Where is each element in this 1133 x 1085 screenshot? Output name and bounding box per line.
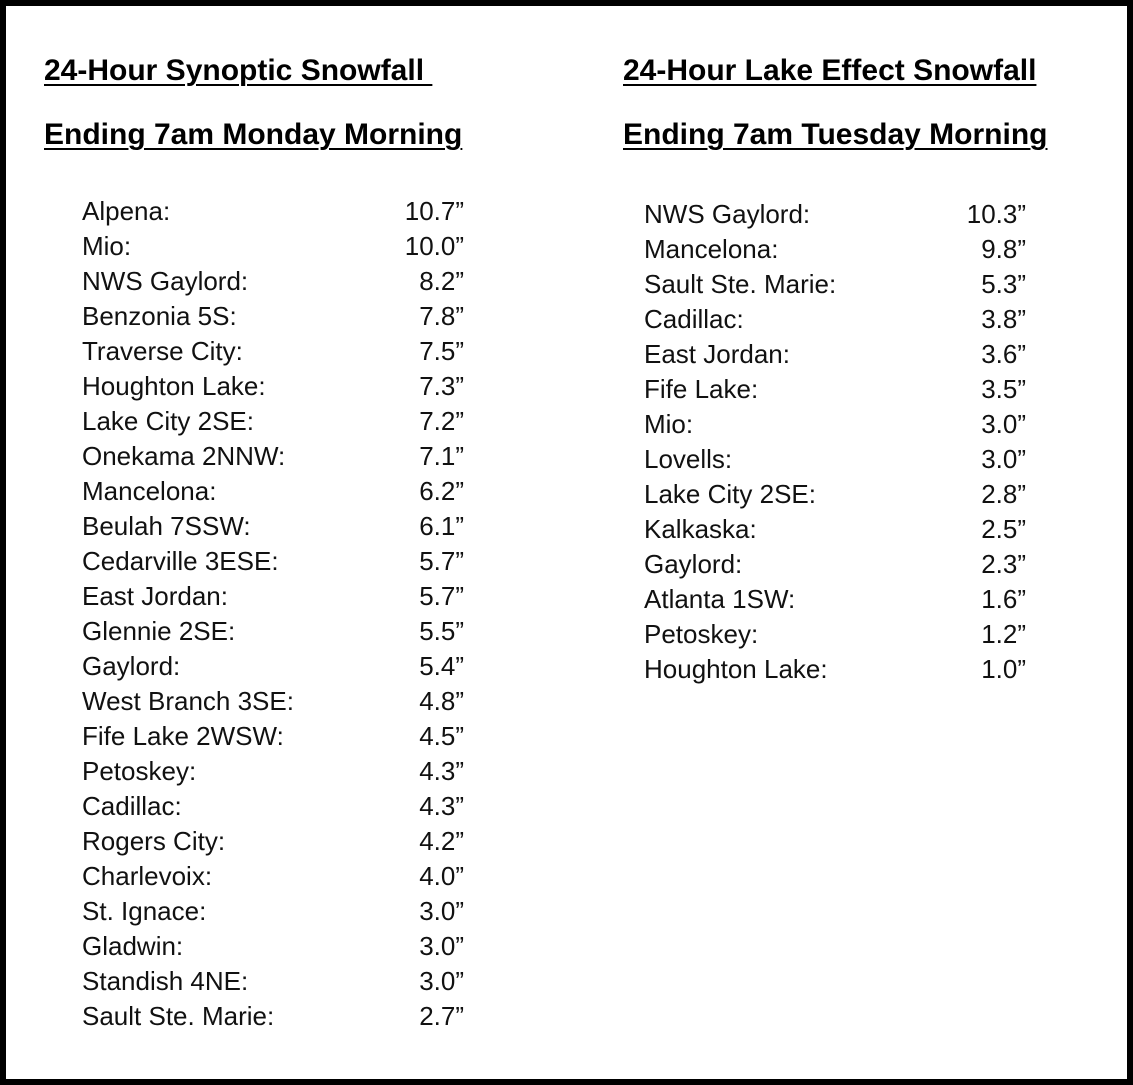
snowfall-row	[82, 649, 464, 684]
snowfall-row	[82, 334, 464, 369]
snowfall-amount: 10.7”	[404, 196, 464, 226]
location-name: NWS Gaylord:	[644, 199, 811, 229]
location-name: Petoskey:	[644, 619, 759, 649]
snowfall-row	[82, 544, 464, 579]
snowfall-amount: 5.7”	[419, 581, 464, 611]
location-name: Beulah 7SSW:	[82, 511, 251, 541]
lake-effect-snowfall-list	[644, 197, 1026, 687]
lake-effect-title-line1: 24-Hour Lake Effect Snowfall	[623, 54, 1037, 87]
location-name: Houghton Lake:	[82, 371, 266, 401]
synoptic-snowfall-list	[82, 194, 464, 1034]
snowfall-row	[644, 582, 1026, 617]
snowfall-row	[82, 194, 464, 229]
location-name: Gladwin:	[82, 931, 184, 961]
location-name: East Jordan:	[82, 581, 228, 611]
location-name: Lake City 2SE:	[82, 406, 254, 436]
snowfall-row	[644, 267, 1026, 302]
location-name: Traverse City:	[82, 336, 243, 366]
snowfall-row	[82, 859, 464, 894]
synoptic-title-line1: 24-Hour Synoptic Snowfall	[44, 54, 433, 87]
snowfall-row	[82, 824, 464, 859]
snowfall-amount: 3.0”	[981, 409, 1026, 439]
snowfall-row	[82, 369, 464, 404]
location-name: Mancelona:	[644, 234, 779, 264]
location-name: Charlevoix:	[82, 861, 213, 891]
snowfall-amount: 2.8”	[981, 479, 1026, 509]
snowfall-amount: 4.8”	[419, 686, 464, 716]
snowfall-row	[644, 547, 1026, 582]
snowfall-amount: 7.5”	[419, 336, 464, 366]
location-name: Alpena:	[82, 196, 171, 226]
snowfall-amount: 5.3”	[981, 269, 1026, 299]
snowfall-amount: 3.8”	[981, 304, 1026, 334]
snowfall-amount: 7.2”	[419, 406, 464, 436]
snowfall-row	[644, 197, 1026, 232]
location-name: Rogers City:	[82, 826, 226, 856]
snowfall-row	[644, 617, 1026, 652]
location-name: West Branch 3SE:	[82, 686, 294, 716]
snowfall-amount: 3.0”	[419, 931, 464, 961]
snowfall-row	[82, 684, 464, 719]
snowfall-amount: 3.5”	[981, 374, 1026, 404]
snowfall-amount: 9.8”	[981, 234, 1026, 264]
snowfall-amount: 4.2”	[419, 826, 464, 856]
snowfall-row	[644, 372, 1026, 407]
location-name: Benzonia 5S:	[82, 301, 237, 331]
location-name: Sault Ste. Marie:	[82, 1001, 275, 1031]
snowfall-amount: 4.5”	[419, 721, 464, 751]
snowfall-row	[82, 719, 464, 754]
snowfall-amount: 7.8”	[419, 301, 464, 331]
snowfall-amount: 1.2”	[981, 619, 1026, 649]
snowfall-amount: 5.4”	[419, 651, 464, 681]
location-name: Cedarville 3ESE:	[82, 546, 279, 576]
location-name: Fife Lake 2WSW:	[82, 721, 284, 751]
snowfall-amount: 4.3”	[419, 791, 464, 821]
location-name: Onekama 2NNW:	[82, 441, 286, 471]
snowfall-amount: 1.6”	[981, 584, 1026, 614]
snowfall-amount: 2.3”	[981, 549, 1026, 579]
location-name: Atlanta 1SW:	[644, 584, 796, 614]
snowfall-row	[82, 474, 464, 509]
location-name: Lake City 2SE:	[644, 479, 816, 509]
snowfall-amount: 7.1”	[419, 441, 464, 471]
location-name: Gaylord:	[644, 549, 743, 579]
location-name: Mancelona:	[82, 476, 217, 506]
snowfall-row	[644, 442, 1026, 477]
snowfall-amount: 2.7”	[419, 1001, 464, 1031]
location-name: East Jordan:	[644, 339, 790, 369]
location-name: St. Ignace:	[82, 896, 207, 926]
location-name: Standish 4NE:	[82, 966, 249, 996]
location-name: Lovells:	[644, 444, 733, 474]
snowfall-amount: 5.5”	[419, 616, 464, 646]
snowfall-row	[644, 652, 1026, 687]
snowfall-row	[82, 754, 464, 789]
snowfall-row	[82, 264, 464, 299]
location-name: Gaylord:	[82, 651, 181, 681]
location-name: Kalkaska:	[644, 514, 757, 544]
snowfall-row	[82, 439, 464, 474]
snowfall-row	[644, 477, 1026, 512]
location-name: Mio:	[644, 409, 694, 439]
snowfall-row	[644, 407, 1026, 442]
snowfall-row	[82, 614, 464, 649]
snowfall-row	[82, 509, 464, 544]
snowfall-row	[82, 404, 464, 439]
snowfall-row	[82, 789, 464, 824]
snowfall-amount: 5.7”	[419, 546, 464, 576]
location-name: Cadillac:	[644, 304, 744, 334]
snowfall-row	[82, 894, 464, 929]
location-name: Houghton Lake:	[644, 654, 828, 684]
snowfall-amount: 10.3”	[966, 199, 1026, 229]
snowfall-amount: 4.0”	[419, 861, 464, 891]
synoptic-title-line2: Ending 7am Monday Morning	[44, 118, 463, 151]
location-name: Fife Lake:	[644, 374, 759, 404]
snowfall-row	[644, 337, 1026, 372]
snowfall-row	[82, 929, 464, 964]
snowfall-row	[644, 302, 1026, 337]
snowfall-amount: 3.0”	[419, 896, 464, 926]
snowfall-amount: 6.1”	[419, 511, 464, 541]
snowfall-row	[82, 579, 464, 614]
snowfall-amount: 7.3”	[419, 371, 464, 401]
location-name: Mio:	[82, 231, 132, 261]
snowfall-row	[82, 299, 464, 334]
snowfall-amount: 10.0”	[404, 231, 464, 261]
snowfall-amount: 2.5”	[981, 514, 1026, 544]
location-name: NWS Gaylord:	[82, 266, 249, 296]
snowfall-row	[644, 232, 1026, 267]
snowfall-amount: 1.0”	[981, 654, 1026, 684]
snowfall-row	[82, 229, 464, 264]
location-name: Sault Ste. Marie:	[644, 269, 837, 299]
snowfall-amount: 4.3”	[419, 756, 464, 786]
location-name: Petoskey:	[82, 756, 197, 786]
snowfall-amount: 3.0”	[419, 966, 464, 996]
lake-effect-title-line2: Ending 7am Tuesday Morning	[623, 118, 1048, 151]
snowfall-row	[82, 999, 464, 1034]
snowfall-amount: 3.0”	[981, 444, 1026, 474]
snowfall-row	[644, 512, 1026, 547]
snowfall-amount: 8.2”	[419, 266, 464, 296]
location-name: Cadillac:	[82, 791, 182, 821]
snowfall-row	[82, 964, 464, 999]
snowfall-amount: 6.2”	[419, 476, 464, 506]
location-name: Glennie 2SE:	[82, 616, 236, 646]
snowfall-amount: 3.6”	[981, 339, 1026, 369]
